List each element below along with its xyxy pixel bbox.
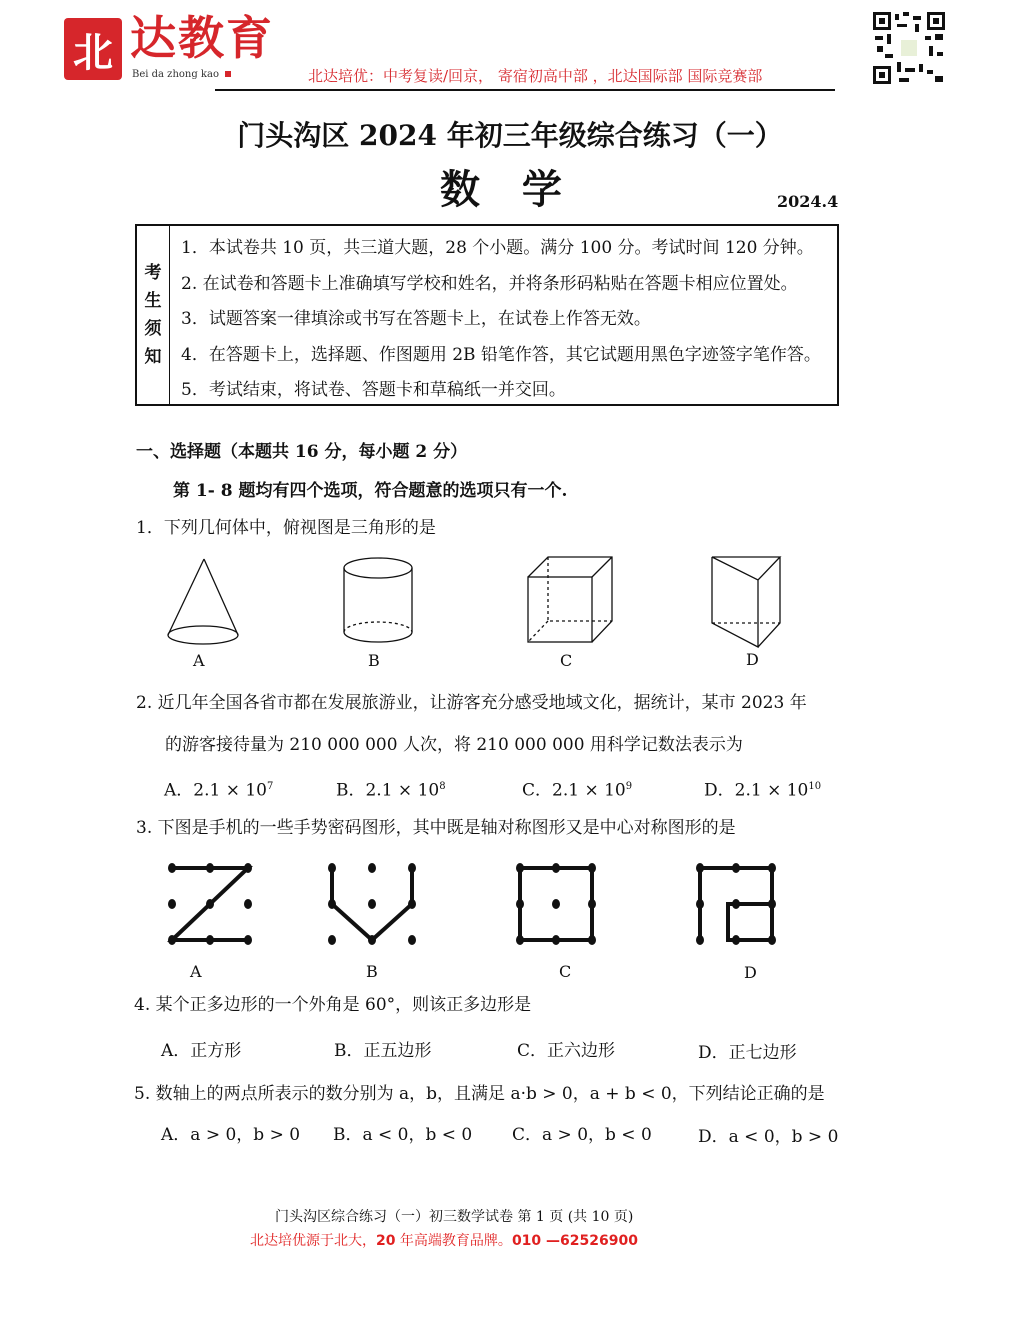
q1-label-b: B [368, 651, 380, 670]
notice-label-char: 知 [144, 347, 162, 367]
exam-date: 2024.4 [777, 192, 839, 211]
exponent: 9 [625, 781, 633, 792]
prism-figure [712, 557, 780, 647]
advert-phone: 010 —62526900 [511, 1233, 638, 1249]
question-3-stem: 3. 下图是手机的一些手势密码图形，其中既是轴对称图形又是中心对称图形的是 [136, 818, 736, 838]
gesture-dot [516, 899, 524, 909]
q1-label-c: C [560, 651, 573, 670]
section-instruction: 第 1- 8 题均有四个选项，符合题意的选项只有一个. [173, 481, 568, 501]
notice-box [135, 224, 839, 406]
question-4-stem: 4. 某个正多边形的一个外角是 60°，则该正多边形是 [134, 995, 532, 1015]
q2-choice-a [164, 776, 273, 802]
notice-item: 1．本试卷共 10 页，共三道大题，28 个小题。满分 100 分。考试时间 120 分钟。 [181, 238, 814, 258]
notice-label-char: 考 [144, 263, 162, 283]
choice-text: C．2.1 × 10 [522, 780, 626, 801]
notice-label-char: 须 [144, 319, 162, 339]
gesture-dot [206, 863, 214, 873]
cylinder-figure [344, 558, 412, 642]
footer-advert [250, 1232, 638, 1250]
gesture-dot [768, 935, 776, 945]
notice-label-char: 生 [144, 291, 162, 311]
q1-label-d: D [746, 650, 759, 669]
q4-choice-a: A．正方形 [161, 1041, 242, 1061]
question-1-stem: 1．下列几何体中，俯视图是三角形的是 [136, 518, 436, 538]
question-2-stem-cont: 的游客接待量为 210 000 000 人次，将 210 000 000 用科学记数法表示为 [165, 735, 743, 755]
gesture-dot [768, 899, 776, 909]
gesture-dot [588, 899, 596, 909]
gesture-dot [244, 863, 252, 873]
section-heading: 一、选择题（本题共 16 分，每小题 2 分） [136, 442, 468, 462]
gesture-dot [768, 863, 776, 873]
gesture-dot [516, 863, 524, 873]
notice-item: 3．试题答案一律填涂或书写在答题卡上，在试卷上作答无效。 [181, 309, 651, 329]
gesture-dot [588, 863, 596, 873]
cone-figure [168, 559, 238, 644]
gesture-dot [168, 863, 176, 873]
gesture-dot [552, 899, 560, 909]
q3-gesture-patterns [150, 850, 800, 960]
gesture-dot [328, 863, 336, 873]
notice-item: 2. 在试卷和答题卡上准确填写学校和姓名，并将条形码粘贴在答题卡相应位置处。 [181, 273, 798, 294]
gesture-dot [696, 863, 704, 873]
exam-title: 门头沟区 2024 年初三年级综合练习（一） [237, 119, 783, 152]
q2-choice-b [336, 776, 446, 802]
gesture-dot [408, 863, 416, 873]
q5-choice-a: A．a > 0，b > 0 [161, 1125, 301, 1145]
q2-choice-d [704, 776, 821, 802]
advert-years: 20 [376, 1233, 396, 1249]
logo-mark: 北 [64, 18, 122, 80]
logo-text: 达教育 [130, 11, 274, 65]
gesture-dot [552, 935, 560, 945]
exponent: 10 [808, 781, 822, 792]
gesture-dot [328, 935, 336, 945]
gesture-dot [696, 899, 704, 909]
gesture-dot [552, 863, 560, 873]
gesture-dot [588, 935, 596, 945]
gesture-dot [244, 899, 252, 909]
gesture-dot [328, 899, 336, 909]
logo-subtitle [132, 69, 231, 81]
q2-choice-c [522, 776, 632, 802]
notice-item: 5．考试结束，将试卷、答题卡和草稿纸一并交回。 [181, 380, 566, 400]
gesture-dot [168, 899, 176, 909]
question-2-stem: 2. 近几年全国各省市都在发展旅游业，让游客充分感受地域文化，据统计，某市 2023 年 [136, 693, 807, 713]
choice-text: B．2.1 × 10 [336, 780, 440, 801]
q4-choice-c: C．正六边形 [517, 1041, 616, 1061]
subject-title: 数 学 [440, 166, 576, 213]
advert-text: 北达培优源于北大， [250, 1233, 376, 1249]
choice-text: A．2.1 × 10 [164, 780, 267, 801]
q5-choice-b: B．a < 0，b < 0 [333, 1125, 473, 1145]
gesture-dot [732, 899, 740, 909]
gesture-dot [244, 935, 252, 945]
gesture-dot [408, 935, 416, 945]
logo-subtitle-text: Bei da zhong kao [132, 69, 219, 80]
gesture-dot [206, 899, 214, 909]
advert-text: 年高端教育品牌。 [395, 1233, 512, 1249]
q1-solids-figure [160, 555, 800, 650]
q5-choice-d: D．a < 0，b > 0 [698, 1127, 839, 1147]
notice-label [137, 226, 170, 404]
gesture-dot [206, 935, 214, 945]
exponent: 8 [439, 781, 446, 792]
exponent: 7 [267, 781, 274, 792]
choice-text: D．2.1 × 10 [704, 780, 809, 801]
header-slogan: 北达培优：中考复读/回京， 寄宿初高中部 ，北达国际部 国际竞赛部 [308, 67, 763, 85]
q4-choice-b: B．正五边形 [334, 1041, 432, 1061]
q4-choice-d: D．正七边形 [698, 1043, 797, 1063]
q3-label-b: B [366, 962, 378, 981]
gesture-dot [732, 935, 740, 945]
page-footer: 门头沟区综合练习（一）初三数学试卷 第 1 页 (共 10 页) [275, 1209, 634, 1225]
gesture-dot [368, 899, 376, 909]
question-5-stem: 5. 数轴上的两点所表示的数分别为 a，b，且满足 a·b > 0，a + b < 0，下列结论正确的是 [134, 1084, 825, 1104]
header-divider [215, 89, 835, 91]
cube-figure [528, 557, 612, 642]
qr-code-icon [873, 12, 945, 84]
gesture-dot [368, 863, 376, 873]
q1-label-a: A [193, 651, 205, 670]
q3-label-a: A [190, 962, 202, 981]
q3-label-c: C [559, 962, 572, 981]
gesture-dot [168, 935, 176, 945]
gesture-dot [732, 863, 740, 873]
gesture-dot [696, 935, 704, 945]
q3-label-d: D [744, 963, 757, 982]
gesture-dot [368, 935, 376, 945]
notice-item: 4．在答题卡上，选择题、作图题用 2B 铅笔作答，其它试题用黑色字迹签字笔作答。 [181, 344, 821, 365]
gesture-dot [516, 935, 524, 945]
q5-choice-c: C．a > 0，b < 0 [512, 1125, 652, 1145]
gesture-dot [408, 899, 416, 909]
